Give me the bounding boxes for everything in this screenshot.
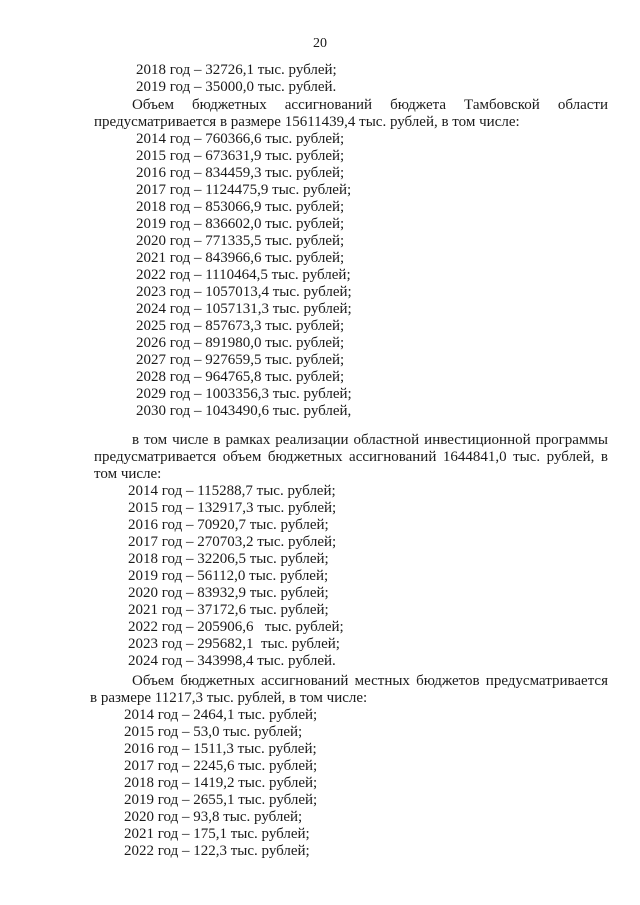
investment-intro-line1: в том числе в рамках реализации областной инвестиционной программы — [132, 432, 608, 448]
investment-year-line: 2020 год – 83932,9 тыс. рублей; — [128, 585, 329, 601]
local-budgets-intro-line2: в размере 11217,3 тыс. рублей, в том числе: — [90, 690, 368, 706]
regional-year-line: 2015 год – 673631,9 тыс. рублей; — [136, 148, 345, 164]
regional-year-line: 2029 год – 1003356,3 тыс. рублей; — [136, 386, 352, 402]
local-budgets-intro-line1: Объем бюджетных ассигнований местных бюджетов предусматривается — [132, 673, 608, 689]
regional-budget-intro-line2: предусматривается в размере 15611439,4 тыс. рублей, в том числе: — [94, 114, 520, 130]
local-year-line: 2021 год – 175,1 тыс. рублей; — [124, 826, 310, 842]
local-year-line: 2017 год – 2245,6 тыс. рублей; — [124, 758, 318, 774]
local-year-line: 2020 год – 93,8 тыс. рублей; — [124, 809, 303, 825]
top-line: 2018 год – 32726,1 тыс. рублей; — [136, 62, 337, 78]
local-year-line: 2015 год – 53,0 тыс. рублей; — [124, 724, 303, 740]
regional-year-line: 2019 год – 836602,0 тыс. рублей; — [136, 216, 345, 232]
regional-year-line: 2027 год – 927659,5 тыс. рублей; — [136, 352, 345, 368]
regional-year-line: 2024 год – 1057131,3 тыс. рублей; — [136, 301, 352, 317]
regional-year-line: 2014 год – 760366,6 тыс. рублей; — [136, 131, 345, 147]
investment-year-line: 2018 год – 32206,5 тыс. рублей; — [128, 551, 329, 567]
investment-year-line: 2019 год – 56112,0 тыс. рублей; — [128, 568, 329, 584]
local-year-line: 2016 год – 1511,3 тыс. рублей; — [124, 741, 317, 757]
regional-year-line: 2021 год – 843966,6 тыс. рублей; — [136, 250, 345, 266]
investment-year-line: 2017 год – 270703,2 тыс. рублей; — [128, 534, 337, 550]
investment-year-line: 2021 год – 37172,6 тыс. рублей; — [128, 602, 329, 618]
investment-intro-line3: том числе: — [94, 466, 162, 482]
regional-year-line: 2028 год – 964765,8 тыс. рублей; — [136, 369, 345, 385]
local-year-line: 2018 год – 1419,2 тыс. рублей; — [124, 775, 318, 791]
regional-year-line: 2026 год – 891980,0 тыс. рублей; — [136, 335, 345, 351]
regional-year-line: 2016 год – 834459,3 тыс. рублей; — [136, 165, 345, 181]
investment-year-line: 2024 год – 343998,4 тыс. рублей. — [128, 653, 336, 669]
regional-year-line: 2025 год – 857673,3 тыс. рублей; — [136, 318, 345, 334]
regional-year-line: 2022 год – 1110464,5 тыс. рублей; — [136, 267, 351, 283]
page-number: 20 — [313, 36, 327, 51]
local-year-line: 2019 год – 2655,1 тыс. рублей; — [124, 792, 318, 808]
local-year-line: 2014 год – 2464,1 тыс. рублей; — [124, 707, 318, 723]
investment-year-line: 2022 год – 205906,6 тыс. рублей; — [128, 619, 344, 635]
investment-year-line: 2023 год – 295682,1 тыс. рублей; — [128, 636, 340, 652]
regional-year-line: 2020 год – 771335,5 тыс. рублей; — [136, 233, 345, 249]
investment-year-line: 2015 год – 132917,3 тыс. рублей; — [128, 500, 337, 516]
investment-intro-line2: предусматривается объем бюджетных ассигнований 1644841,0 тыс. рублей, в — [94, 449, 608, 465]
investment-year-line: 2014 год – 115288,7 тыс. рублей; — [128, 483, 336, 499]
regional-year-line: 2023 год – 1057013,4 тыс. рублей; — [136, 284, 352, 300]
regional-year-line: 2018 год – 853066,9 тыс. рублей; — [136, 199, 345, 215]
regional-budget-intro-line1: Объем бюджетных ассигнований бюджета Тамбовской области — [132, 97, 608, 113]
regional-year-line: 2017 год – 1124475,9 тыс. рублей; — [136, 182, 352, 198]
local-year-line: 2022 год – 122,3 тыс. рублей; — [124, 843, 310, 859]
regional-year-line: 2030 год – 1043490,6 тыс. рублей, — [136, 403, 352, 419]
top-line: 2019 год – 35000,0 тыс. рублей. — [136, 79, 337, 95]
investment-year-line: 2016 год – 70920,7 тыс. рублей; — [128, 517, 329, 533]
